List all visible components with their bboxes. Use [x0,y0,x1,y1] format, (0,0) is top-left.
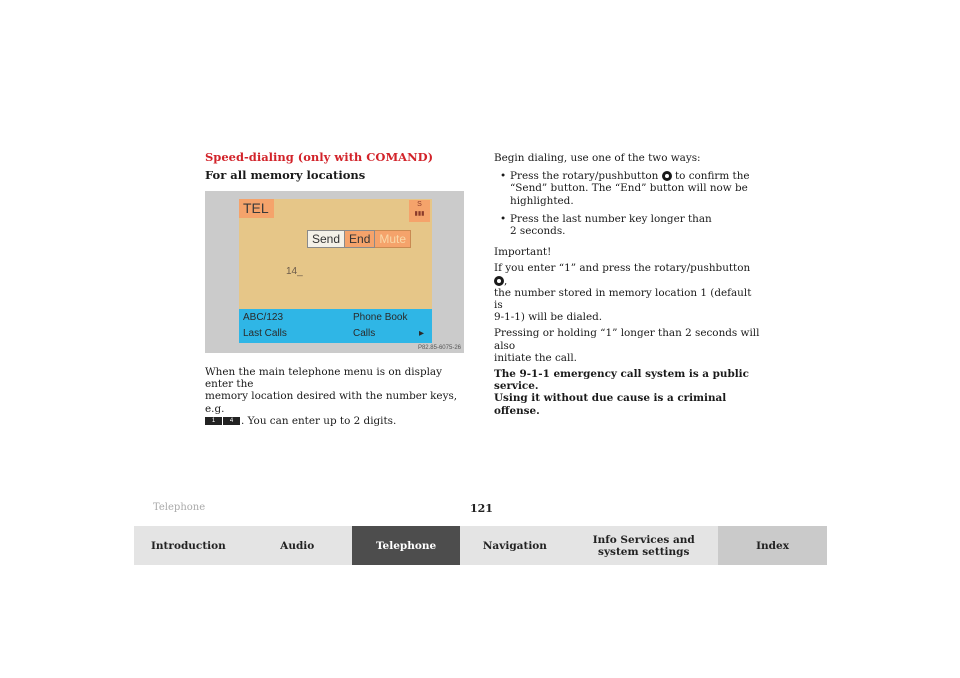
warning-text [494,368,760,417]
paragraph [494,262,760,323]
paragraph-line: memory location desired with the number keys, e.g. [205,390,458,415]
warning-line: Using it without due cause is a criminal offense. [494,392,727,417]
paragraph-text: 9-1-1) will be dialed. [494,311,603,324]
tab-index[interactable]: Index [718,526,827,565]
number-key-4-icon: 4 [223,417,240,425]
memory-location-entry: 14_ [286,266,303,277]
tab-telephone[interactable]: Telephone [352,526,461,565]
rotary-pushbutton-icon [494,276,504,286]
telephone-display-figure [205,191,464,353]
paragraph-line: . You can enter up to 2 digits. [241,414,397,427]
signal-strength-icon: S ▮▮▮ [409,200,430,222]
mute-button: Mute [375,230,411,248]
bullet-text: highlighted. [510,194,574,207]
softkey-abc: ABC/123 [243,312,284,323]
intro-text: Begin dialing, use one of the two ways: [494,152,701,164]
figure-caption: P82.85-6075-26 [417,345,461,351]
warning-line: The 9-1-1 emergency call system is a public service. [494,368,749,393]
send-button: Send [307,230,345,248]
paragraph-text: If you enter “1” and press the rotary/pushbutton [494,262,751,275]
paragraph-text: the number stored in memory location 1 (default is [494,286,752,312]
bullet-text: Press the last number key longer than [510,212,712,225]
softkey-bar [239,309,432,343]
softkey-last-calls: Last Calls [243,328,287,339]
tab-navigation[interactable]: Navigation [460,526,569,565]
tab-info-services[interactable]: Info Services and system settings [569,526,718,565]
page-number: 121 [470,502,493,515]
bullet-text: 2 seconds. [510,225,566,238]
arrow-right-icon: ▸ [419,328,425,339]
call-button-row [307,230,411,248]
subsection-heading: For all memory locations [205,168,366,182]
softkey-calls: Calls [353,328,376,339]
signal-label: S [417,201,422,208]
section-heading: Speed-dialing (only with COMAND) [205,150,434,164]
dialing-instructions [494,152,760,417]
important-label: Important! [494,246,552,259]
bullet-text: “Send” button. The “End” button will now be [510,182,748,195]
section-footer-label: Telephone [153,502,206,513]
rotary-pushbutton-icon [662,171,672,181]
paragraph-line: When the main telephone menu is on display enter the [205,366,442,391]
display-screen [239,199,432,339]
bullet-text: Press the rotary/pushbutton [510,170,659,183]
list-item [494,170,760,207]
softkey-phone-book: Phone Book [353,312,408,323]
instruction-paragraph [205,366,465,427]
chapter-navigation [134,526,827,565]
number-key-1-icon: 1 [205,417,222,425]
paragraph-text: initiate the call. [494,351,577,364]
tel-label: TEL [239,199,274,218]
list-item [494,213,760,237]
paragraph-text: , [504,274,508,287]
bullet-text: to confirm the [674,170,750,183]
tab-introduction[interactable]: Introduction [134,526,243,565]
paragraph-text: Pressing or holding “1” longer than 2 seconds will also [494,327,760,352]
end-button: End [345,230,375,248]
paragraph [494,327,760,364]
tab-audio[interactable]: Audio [243,526,352,565]
